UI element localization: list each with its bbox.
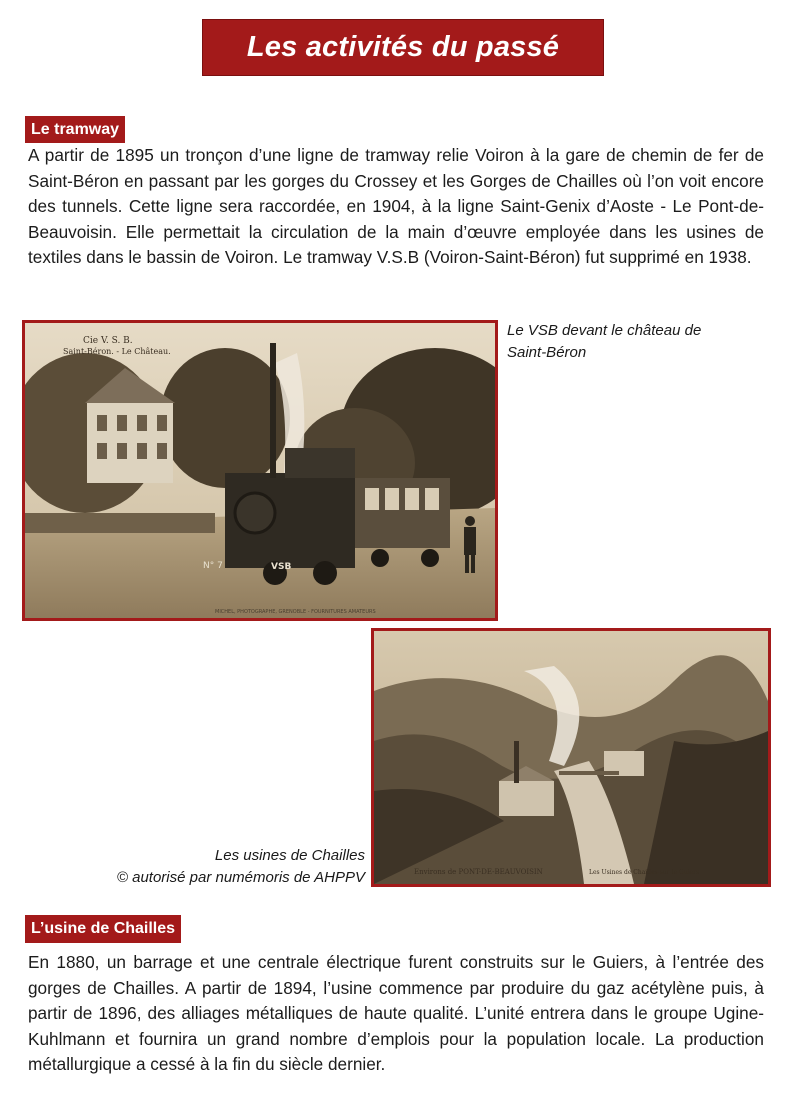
loco-initials: VSB xyxy=(271,562,292,572)
postcard-header-1: Cie V. S. B. xyxy=(83,336,133,346)
usines-photo-caption xyxy=(60,845,365,889)
tramway-caption-line1: Le VSB devant le château de xyxy=(507,322,702,339)
postcard-footer-left: Environs de PONT-DE-BEAUVOISIN xyxy=(414,868,543,876)
postcard-footer-right: Les Usines de Chailles-sur-le-Guiers xyxy=(589,869,700,876)
page-title-banner xyxy=(202,19,604,76)
tramway-paragraph: A partir de 1895 un tronçon d’une ligne de tramway relie Voiron à la gare de chemin de fer de Saint-Béron en passant par les gorges du Crossey et les Gorges de Chailles où l’on voit encore des tunnels. Cette ligne sera raccordée, en 1904, à la ligne Saint-Genix d’Aoste - Le Pont-de-Beauvoisin. Elle permettait la circulation de la main d’œuvre employée dans les usines de textiles dans le bassin de Voiron. Le tramway V.S.B (Voiron-Saint-Béron) fut supprimé en 1938. xyxy=(28,145,764,267)
usine-paragraph: En 1880, un barrage et une centrale électrique furent construits sur le Guiers, à l’entrée des gorges de Chailles. A partir de 1894, l’usine commence par produire du gaz acétylène puis, à partir de 1896, des alliages métalliques de haute qualité. L’unité entrera dans le groupe Ugine-Kuhlmann et fournira un grand nombre d’emplois pour la population locale. La production métallurgique a cessé à la fin du siècle dernier. xyxy=(28,952,764,1074)
tramway-photo-illustration xyxy=(25,323,495,618)
tramway-photo xyxy=(22,320,498,621)
tramway-photo-caption xyxy=(507,320,767,364)
loco-number: N° 7 xyxy=(203,561,223,571)
postcard-footer: MICHEL, PHOTOGRAPHE, GRENOBLE - FOURNITURES AMATEURS xyxy=(215,609,376,615)
postcard-header-2: Saint-Béron. - Le Château. xyxy=(63,347,171,356)
section-heading-usine: L’usine de Chailles xyxy=(25,915,181,943)
usines-photo xyxy=(371,628,771,887)
section-heading-tramway: Le tramway xyxy=(25,116,125,143)
usines-caption-line2: © autorisé par numémoris de AHPPV xyxy=(116,869,365,886)
page-title: Les activités du passé xyxy=(246,31,560,63)
usines-photo-illustration xyxy=(374,631,768,884)
usines-caption-line1: Les usines de Chailles xyxy=(214,847,365,864)
tramway-caption-line2: Saint-Béron xyxy=(507,344,587,361)
